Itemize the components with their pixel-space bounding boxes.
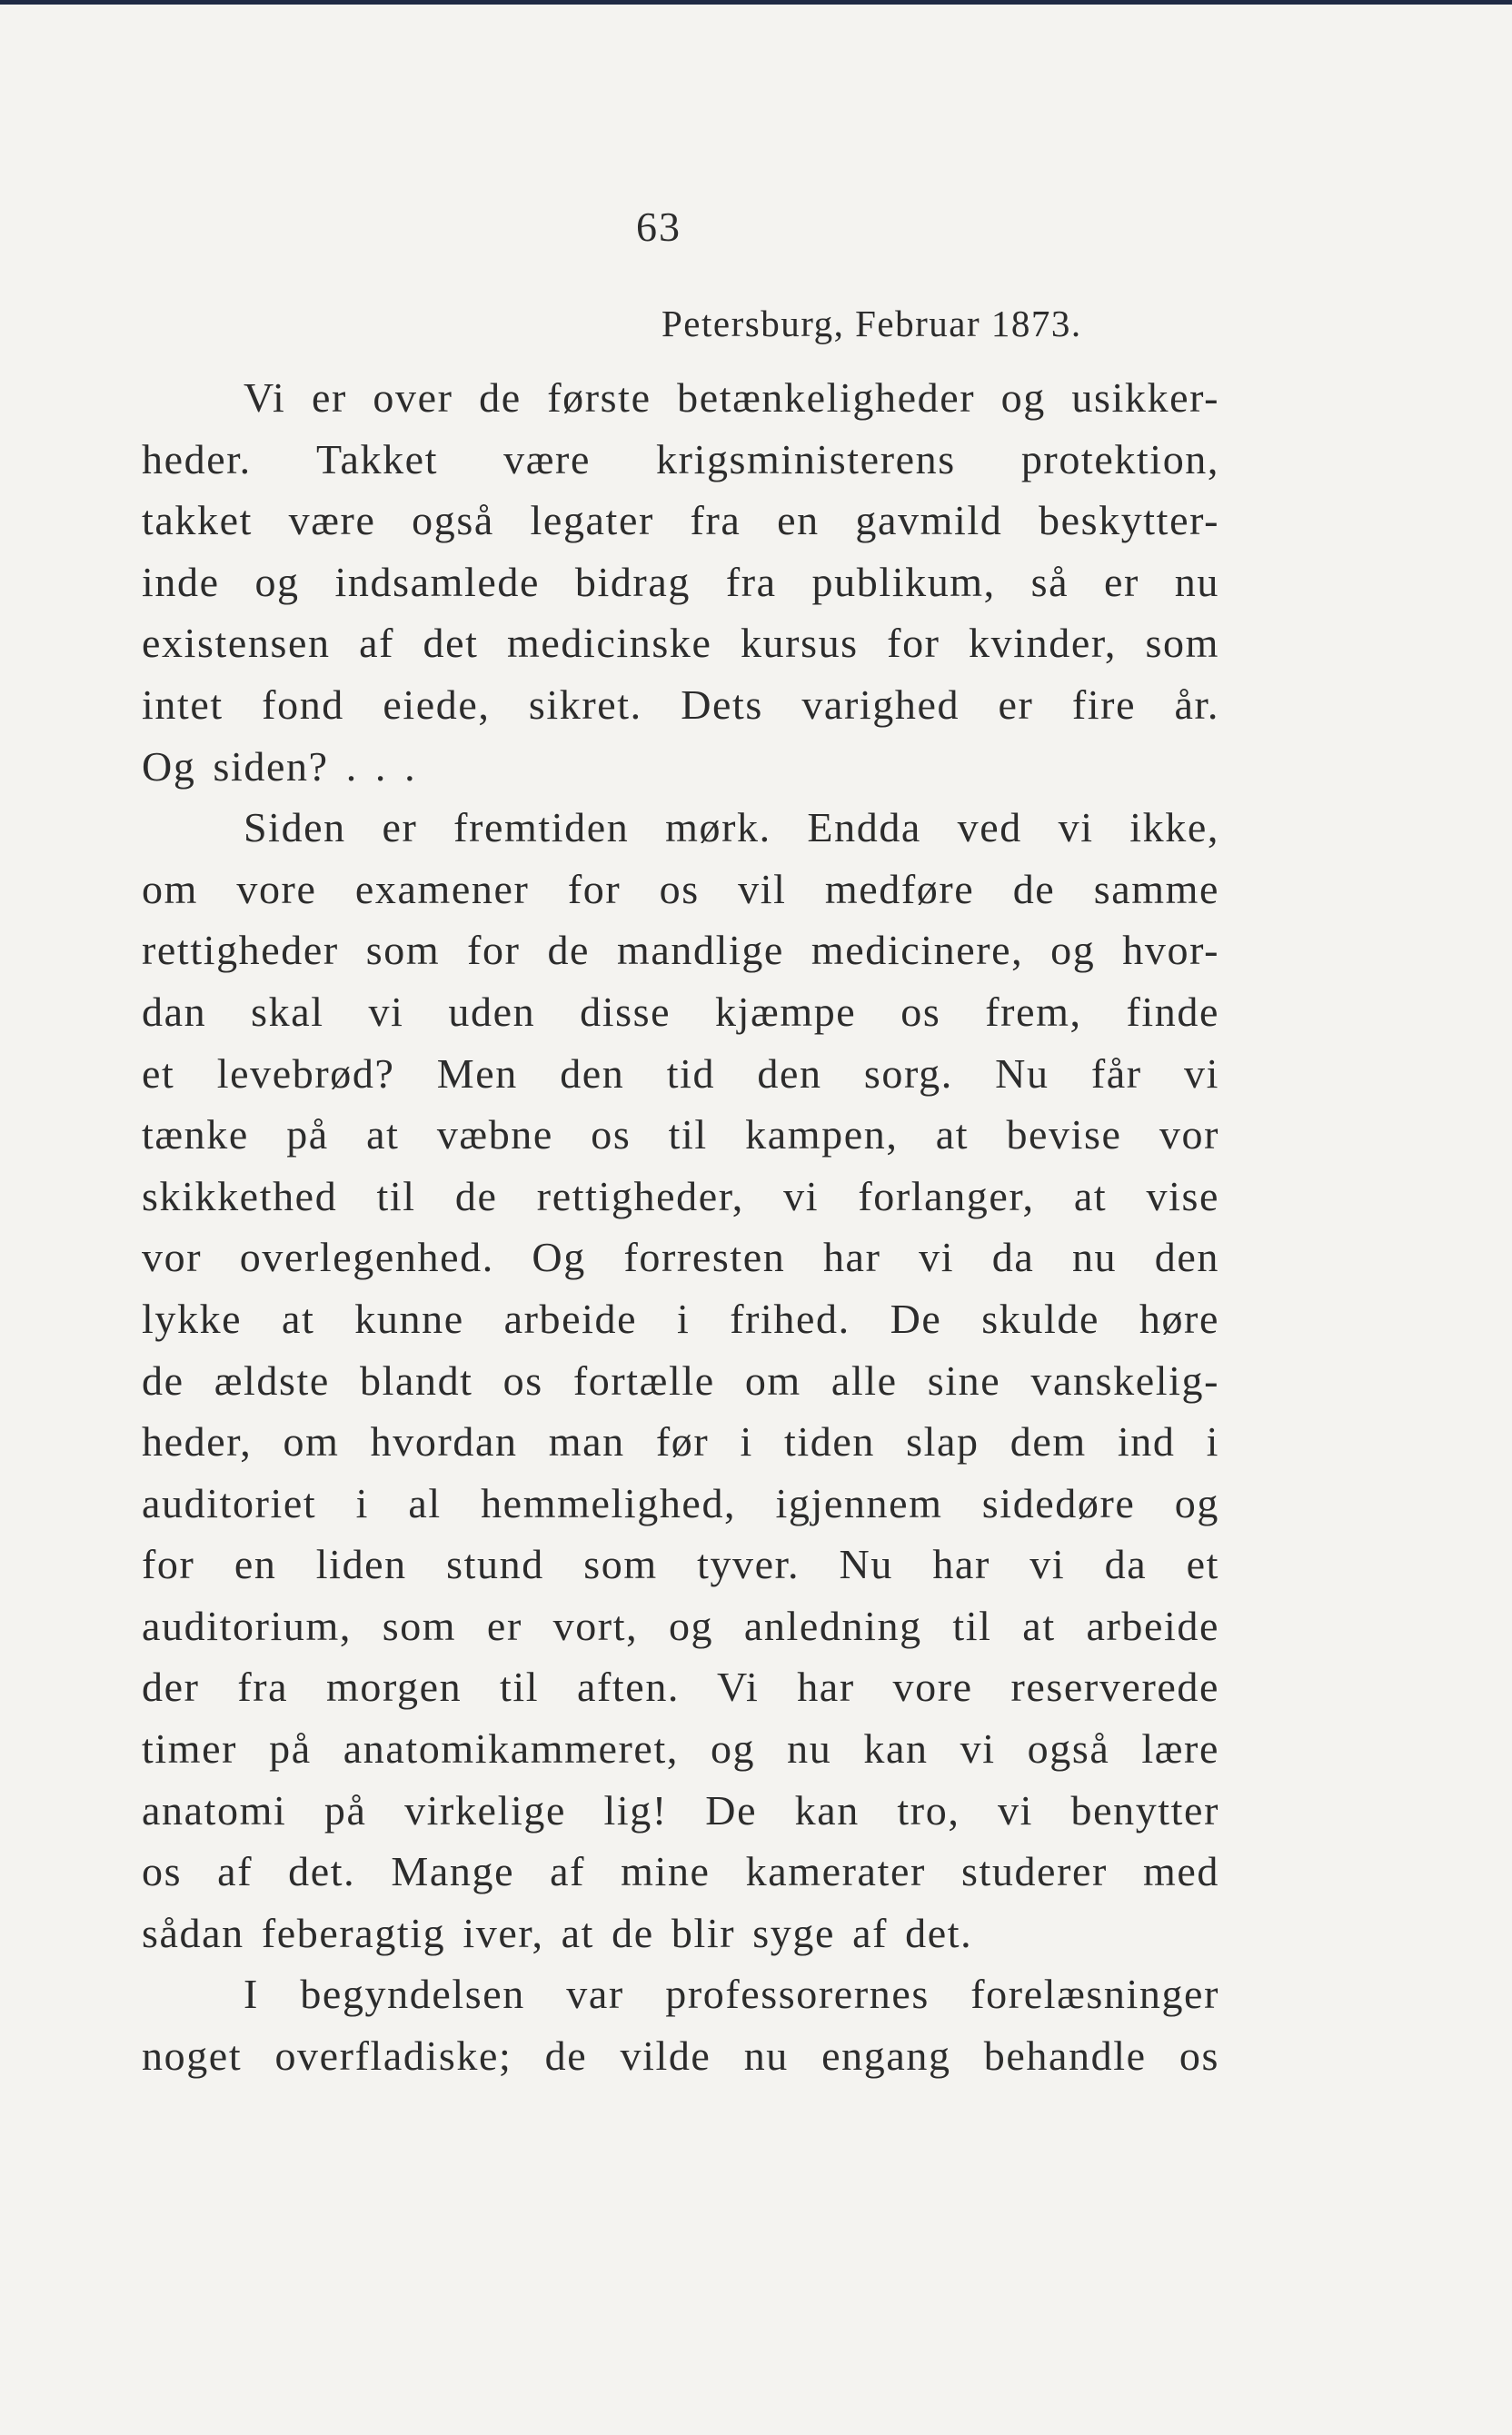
text-line: rettigheder som for de mandlige medicinere, og hvor- — [142, 927, 1219, 974]
text-line: auditoriet i al hemmelighed, igjennem sidedøre og — [142, 1479, 1219, 1526]
scan-top-edge — [0, 0, 1512, 5]
text-line: der fra morgen til aften. Vi har vore reserverede — [142, 1664, 1219, 1711]
text-line: inde og indsamlede bidrag fra publikum, så er nu — [142, 558, 1219, 605]
text-line: dan skal vi uden disse kjæmpe os frem, finde — [142, 988, 1219, 1035]
text-line: om vore examener for os vil medføre de samme — [142, 865, 1219, 912]
text-line: de ældste blandt os fortælle om alle sine vanskelig- — [142, 1357, 1219, 1404]
text-line: Siden er fremtiden mørk. Endda ved vi ikke, — [244, 804, 1219, 851]
dateline: Petersburg, Februar 1873. — [662, 303, 1082, 344]
text-line: vor overlegenhed. Og forresten har vi da nu den — [142, 1234, 1219, 1281]
text-line: Og siden? . . . — [142, 742, 417, 790]
text-line: for en liden stund som tyver. Nu har vi da et — [142, 1541, 1219, 1588]
text-line: anatomi på virkelige lig! De kan tro, vi benytter — [142, 1786, 1219, 1834]
text-line: tænke på at væbne os til kampen, at bevise vor — [142, 1111, 1219, 1158]
text-line: timer på anatomikammeret, og nu kan vi også lære — [142, 1725, 1219, 1773]
body-text — [142, 367, 1219, 2087]
text-line: takket være også legater fra en gavmild beskytter- — [142, 497, 1219, 544]
text-line: existensen af det medicinske kursus for kvinder, som — [142, 620, 1219, 667]
text-line: intet fond eiede, sikret. Dets varighed er fire år. — [142, 681, 1219, 728]
text-line: et levebrød? Men den tid den sorg. Nu får vi — [142, 1049, 1219, 1097]
text-line: Vi er over de første betænkeligheder og usikker- — [244, 374, 1219, 421]
text-line: heder, om hvordan man før i tiden slap dem ind i — [142, 1418, 1219, 1466]
page-number: 63 — [636, 204, 681, 250]
text-line: sådan feberagtig iver, at de blir syge af det. — [142, 1909, 973, 1956]
text-line: heder. Takket være krigsministerens protektion, — [142, 435, 1219, 482]
text-line: lykke at kunne arbeide i frihed. De skulde høre — [142, 1295, 1219, 1342]
text-line: noget overfladiske; de vilde nu engang behandle os — [142, 2032, 1219, 2080]
text-line: auditorium, som er vort, og anledning til at arbeide — [142, 1602, 1219, 1649]
text-line: os af det. Mange af mine kamerater studerer med — [142, 1848, 1219, 1895]
text-line: I begyndelsen var professorernes forelæsninger — [244, 1971, 1219, 2018]
text-line: skikkethed til de rettigheder, vi forlanger, at vise — [142, 1172, 1219, 1219]
